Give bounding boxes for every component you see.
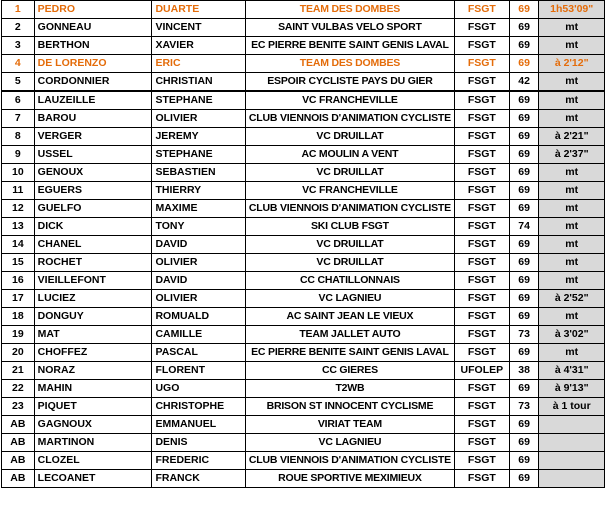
first-name-cell: FRANCK [152, 470, 245, 488]
table-row [2, 37, 605, 55]
table-row [2, 182, 605, 200]
category-cell: 73 [509, 326, 539, 344]
first-name-cell: CAMILLE [152, 326, 245, 344]
last-name-cell: VERGER [34, 128, 152, 146]
table-row [2, 380, 605, 398]
team-cell: EC PIERRE BENITE SAINT GENIS LAVAL [245, 344, 454, 362]
team-cell: ESPOIR CYCLISTE PAYS DU GIER [245, 73, 454, 92]
federation-cell: FSGT [454, 398, 509, 416]
rank-cell: AB [2, 416, 35, 434]
federation-cell: FSGT [454, 416, 509, 434]
team-cell: CLUB VIENNOIS D'ANIMATION CYCLISTE [245, 200, 454, 218]
team-cell: T2WB [245, 380, 454, 398]
federation-cell: FSGT [454, 73, 509, 92]
rank-cell: 19 [2, 326, 35, 344]
first-name-cell: EMMANUEL [152, 416, 245, 434]
table-row [2, 470, 605, 488]
table-row [2, 398, 605, 416]
last-name-cell: LECOANET [34, 470, 152, 488]
federation-cell: FSGT [454, 200, 509, 218]
federation-cell: FSGT [454, 326, 509, 344]
time-gap-cell [539, 434, 605, 452]
federation-cell: FSGT [454, 19, 509, 37]
last-name-cell: LAUZEILLE [34, 91, 152, 110]
federation-cell: FSGT [454, 55, 509, 73]
category-cell: 69 [509, 236, 539, 254]
rank-cell: 21 [2, 362, 35, 380]
team-cell: SAINT VULBAS VELO SPORT [245, 19, 454, 37]
last-name-cell: MARTINON [34, 434, 152, 452]
category-cell: 69 [509, 434, 539, 452]
federation-cell: FSGT [454, 146, 509, 164]
category-cell: 69 [509, 164, 539, 182]
table-row [2, 452, 605, 470]
category-cell: 69 [509, 272, 539, 290]
last-name-cell: NORAZ [34, 362, 152, 380]
time-gap-cell: 1h53'09" [539, 1, 605, 19]
time-gap-cell: mt [539, 344, 605, 362]
rank-cell: 11 [2, 182, 35, 200]
category-cell: 38 [509, 362, 539, 380]
category-cell: 69 [509, 344, 539, 362]
table-row [2, 308, 605, 326]
category-cell: 69 [509, 146, 539, 164]
time-gap-cell [539, 416, 605, 434]
team-cell: VIRIAT TEAM [245, 416, 454, 434]
team-cell: CLUB VIENNOIS D'ANIMATION CYCLISTE [245, 110, 454, 128]
team-cell: VC DRUILLAT [245, 236, 454, 254]
table-row [2, 110, 605, 128]
first-name-cell: OLIVIER [152, 110, 245, 128]
last-name-cell: USSEL [34, 146, 152, 164]
first-name-cell: OLIVIER [152, 254, 245, 272]
rank-cell: 6 [2, 91, 35, 110]
rank-cell: 5 [2, 73, 35, 92]
federation-cell: FSGT [454, 308, 509, 326]
first-name-cell: DENIS [152, 434, 245, 452]
team-cell: EC PIERRE BENITE SAINT GENIS LAVAL [245, 37, 454, 55]
last-name-cell: LUCIEZ [34, 290, 152, 308]
federation-cell: FSGT [454, 434, 509, 452]
time-gap-cell: mt [539, 218, 605, 236]
table-row [2, 164, 605, 182]
category-cell: 69 [509, 110, 539, 128]
rank-cell: 23 [2, 398, 35, 416]
rank-cell: 10 [2, 164, 35, 182]
rank-cell: AB [2, 452, 35, 470]
category-cell: 69 [509, 470, 539, 488]
time-gap-cell: mt [539, 272, 605, 290]
team-cell: TEAM DES DOMBES [245, 55, 454, 73]
table-row [2, 344, 605, 362]
time-gap-cell: mt [539, 37, 605, 55]
last-name-cell: GAGNOUX [34, 416, 152, 434]
federation-cell: FSGT [454, 290, 509, 308]
last-name-cell: PIQUET [34, 398, 152, 416]
first-name-cell: CHRISTOPHE [152, 398, 245, 416]
time-gap-cell: mt [539, 19, 605, 37]
category-cell: 69 [509, 416, 539, 434]
rank-cell: 22 [2, 380, 35, 398]
federation-cell: FSGT [454, 344, 509, 362]
time-gap-cell: mt [539, 236, 605, 254]
last-name-cell: GONNEAU [34, 19, 152, 37]
first-name-cell: STEPHANE [152, 91, 245, 110]
first-name-cell: FLORENT [152, 362, 245, 380]
table-row [2, 55, 605, 73]
rank-cell: 15 [2, 254, 35, 272]
table-row [2, 326, 605, 344]
table-row [2, 146, 605, 164]
table-row [2, 416, 605, 434]
first-name-cell: PASCAL [152, 344, 245, 362]
table-row [2, 73, 605, 92]
rank-cell: AB [2, 470, 35, 488]
rank-cell: 4 [2, 55, 35, 73]
time-gap-cell: à 3'02" [539, 326, 605, 344]
category-cell: 69 [509, 290, 539, 308]
category-cell: 69 [509, 254, 539, 272]
team-cell: VC FRANCHEVILLE [245, 91, 454, 110]
federation-cell: FSGT [454, 1, 509, 19]
team-cell: VC LAGNIEU [245, 434, 454, 452]
team-cell: AC SAINT JEAN LE VIEUX [245, 308, 454, 326]
rank-cell: 17 [2, 290, 35, 308]
category-cell: 69 [509, 200, 539, 218]
table-row [2, 236, 605, 254]
last-name-cell: PEDRO [34, 1, 152, 19]
first-name-cell: XAVIER [152, 37, 245, 55]
time-gap-cell: à 2'37" [539, 146, 605, 164]
team-cell: VC DRUILLAT [245, 128, 454, 146]
table-row [2, 362, 605, 380]
rank-cell: 14 [2, 236, 35, 254]
category-cell: 69 [509, 308, 539, 326]
rank-cell: 9 [2, 146, 35, 164]
last-name-cell: CORDONNIER [34, 73, 152, 92]
first-name-cell: ROMUALD [152, 308, 245, 326]
team-cell: AC MOULIN A VENT [245, 146, 454, 164]
category-cell: 69 [509, 182, 539, 200]
time-gap-cell: mt [539, 200, 605, 218]
federation-cell: UFOLEP [454, 362, 509, 380]
rank-cell: 3 [2, 37, 35, 55]
rank-cell: 16 [2, 272, 35, 290]
last-name-cell: EGUERS [34, 182, 152, 200]
last-name-cell: GENOUX [34, 164, 152, 182]
rank-cell: 7 [2, 110, 35, 128]
first-name-cell: DAVID [152, 236, 245, 254]
last-name-cell: GUELFO [34, 200, 152, 218]
federation-cell: FSGT [454, 164, 509, 182]
time-gap-cell: mt [539, 182, 605, 200]
rank-cell: 1 [2, 1, 35, 19]
time-gap-cell: mt [539, 308, 605, 326]
federation-cell: FSGT [454, 91, 509, 110]
table-row [2, 218, 605, 236]
category-cell: 73 [509, 398, 539, 416]
rank-cell: 13 [2, 218, 35, 236]
federation-cell: FSGT [454, 37, 509, 55]
federation-cell: FSGT [454, 236, 509, 254]
time-gap-cell: à 9'13" [539, 380, 605, 398]
federation-cell: FSGT [454, 110, 509, 128]
table-row [2, 1, 605, 19]
rank-cell: 8 [2, 128, 35, 146]
category-cell: 69 [509, 55, 539, 73]
federation-cell: FSGT [454, 218, 509, 236]
team-cell: VC FRANCHEVILLE [245, 182, 454, 200]
table-row [2, 272, 605, 290]
first-name-cell: FREDERIC [152, 452, 245, 470]
team-cell: VC DRUILLAT [245, 164, 454, 182]
federation-cell: FSGT [454, 182, 509, 200]
time-gap-cell: à 1 tour [539, 398, 605, 416]
first-name-cell: THIERRY [152, 182, 245, 200]
results-body [2, 1, 605, 488]
last-name-cell: DONGUY [34, 308, 152, 326]
federation-cell: FSGT [454, 254, 509, 272]
first-name-cell: UGO [152, 380, 245, 398]
first-name-cell: OLIVIER [152, 290, 245, 308]
category-cell: 69 [509, 128, 539, 146]
federation-cell: FSGT [454, 272, 509, 290]
first-name-cell: TONY [152, 218, 245, 236]
team-cell: CLUB VIENNOIS D'ANIMATION CYCLISTE [245, 452, 454, 470]
federation-cell: FSGT [454, 452, 509, 470]
last-name-cell: BAROU [34, 110, 152, 128]
last-name-cell: CHANEL [34, 236, 152, 254]
first-name-cell: VINCENT [152, 19, 245, 37]
category-cell: 69 [509, 37, 539, 55]
team-cell: TEAM DES DOMBES [245, 1, 454, 19]
last-name-cell: CLOZEL [34, 452, 152, 470]
time-gap-cell: à 4'31" [539, 362, 605, 380]
time-gap-cell: mt [539, 110, 605, 128]
last-name-cell: DE LORENZO [34, 55, 152, 73]
first-name-cell: DUARTE [152, 1, 245, 19]
time-gap-cell: mt [539, 254, 605, 272]
last-name-cell: DICK [34, 218, 152, 236]
first-name-cell: STEPHANE [152, 146, 245, 164]
category-cell: 69 [509, 1, 539, 19]
team-cell: ROUE SPORTIVE MEXIMIEUX [245, 470, 454, 488]
category-cell: 69 [509, 91, 539, 110]
rank-cell: 18 [2, 308, 35, 326]
time-gap-cell: mt [539, 91, 605, 110]
first-name-cell: MAXIME [152, 200, 245, 218]
team-cell: TEAM JALLET AUTO [245, 326, 454, 344]
last-name-cell: MAT [34, 326, 152, 344]
team-cell: SKI CLUB FSGT [245, 218, 454, 236]
rank-cell: 2 [2, 19, 35, 37]
rank-cell: 20 [2, 344, 35, 362]
last-name-cell: ROCHET [34, 254, 152, 272]
last-name-cell: BERTHON [34, 37, 152, 55]
first-name-cell: ERIC [152, 55, 245, 73]
category-cell: 69 [509, 380, 539, 398]
category-cell: 69 [509, 452, 539, 470]
first-name-cell: DAVID [152, 272, 245, 290]
table-row [2, 290, 605, 308]
time-gap-cell [539, 470, 605, 488]
table-row [2, 91, 605, 110]
rank-cell: AB [2, 434, 35, 452]
first-name-cell: CHRISTIAN [152, 73, 245, 92]
category-cell: 69 [509, 19, 539, 37]
first-name-cell: SEBASTIEN [152, 164, 245, 182]
table-row [2, 19, 605, 37]
time-gap-cell: à 2'21" [539, 128, 605, 146]
team-cell: VC DRUILLAT [245, 254, 454, 272]
category-cell: 42 [509, 73, 539, 92]
table-row [2, 200, 605, 218]
first-name-cell: JEREMY [152, 128, 245, 146]
federation-cell: FSGT [454, 380, 509, 398]
last-name-cell: MAHIN [34, 380, 152, 398]
time-gap-cell [539, 452, 605, 470]
last-name-cell: CHOFFEZ [34, 344, 152, 362]
federation-cell: FSGT [454, 128, 509, 146]
team-cell: VC LAGNIEU [245, 290, 454, 308]
category-cell: 74 [509, 218, 539, 236]
results-table [1, 0, 605, 488]
team-cell: BRISON ST INNOCENT CYCLISME [245, 398, 454, 416]
time-gap-cell: à 2'12" [539, 55, 605, 73]
federation-cell: FSGT [454, 470, 509, 488]
team-cell: CC GIERES [245, 362, 454, 380]
time-gap-cell: à 2'52" [539, 290, 605, 308]
last-name-cell: VIEILLEFONT [34, 272, 152, 290]
team-cell: CC CHATILLONNAIS [245, 272, 454, 290]
time-gap-cell: mt [539, 73, 605, 92]
table-row [2, 254, 605, 272]
rank-cell: 12 [2, 200, 35, 218]
time-gap-cell: mt [539, 164, 605, 182]
table-row [2, 434, 605, 452]
table-row [2, 128, 605, 146]
